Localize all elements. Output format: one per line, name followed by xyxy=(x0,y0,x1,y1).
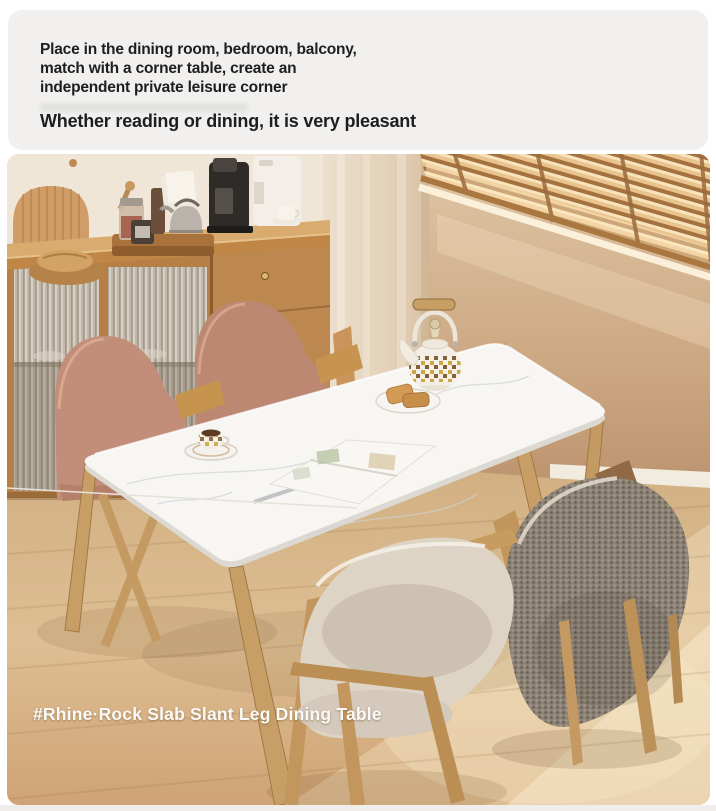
card-subtitle: Whether reading or dining, it is very pleasant xyxy=(40,111,416,131)
dish-silhouette xyxy=(33,351,65,361)
card-line-2: match with a corner table, create an xyxy=(40,60,297,77)
drawer-knob xyxy=(262,273,269,280)
card-line-1: Place in the dining room, bedroom, balcony, xyxy=(40,41,357,58)
description-card xyxy=(8,10,708,150)
kettle-wood-handle xyxy=(413,299,455,310)
coffee-grinder xyxy=(207,158,253,233)
water-dispenser xyxy=(253,156,301,226)
kettle-knob xyxy=(430,319,440,329)
photo-caption: #Rhine·Rock Slab Slant Leg Dining Table xyxy=(33,704,382,724)
card-line-3: independent private leisure corner xyxy=(40,79,288,96)
card-paragraph xyxy=(40,40,357,97)
product-photo xyxy=(7,154,710,805)
bottom-strip xyxy=(0,805,716,811)
wall-hook xyxy=(69,159,77,167)
dark-canister xyxy=(131,220,154,244)
